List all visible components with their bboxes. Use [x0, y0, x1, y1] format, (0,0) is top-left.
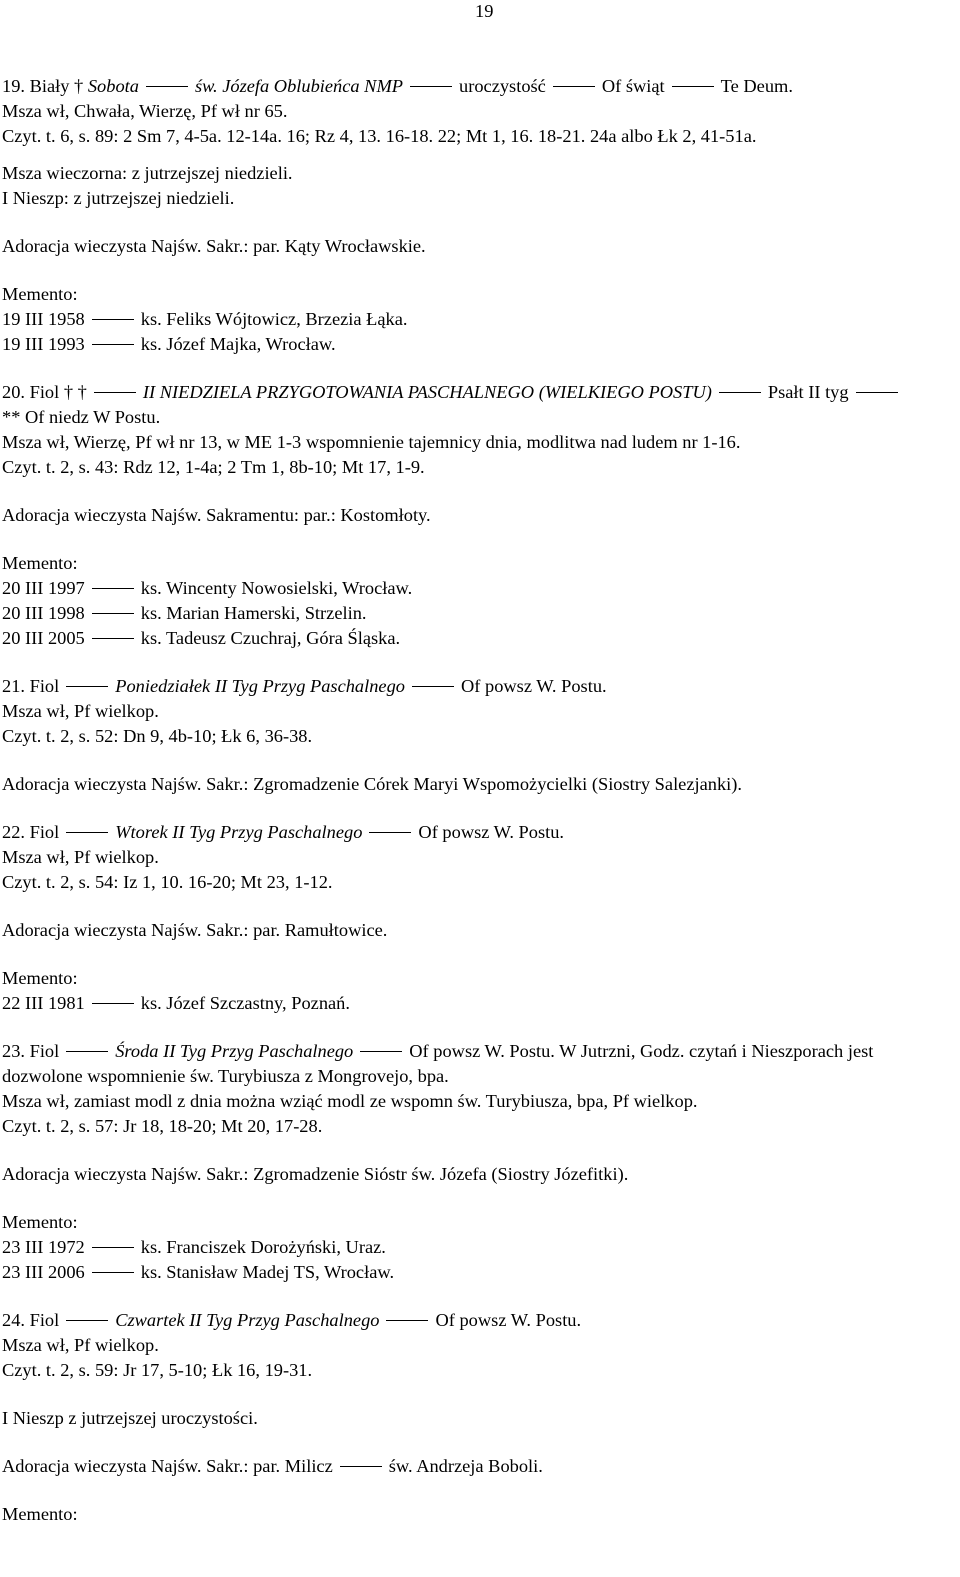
dash: [92, 613, 134, 614]
day-entry-21: [2, 674, 956, 797]
office-info: Of powsz W. Postu.: [435, 1310, 582, 1330]
dash: [146, 86, 188, 87]
dash: [92, 1003, 134, 1004]
memento-item: 19 III 1993 ks. Józef Majka, Wrocław.: [2, 334, 336, 354]
dash: [92, 344, 134, 345]
memento-item: 20 III 1998 ks. Marian Hamerski, Strzelin.: [2, 603, 367, 623]
adoration: Adoracja wieczysta Najśw. Sakr.: par. Ramułtowice.: [2, 920, 388, 940]
cross-symbol: †: [74, 76, 84, 96]
vespers: I Nieszp z jutrzejszej uroczystości.: [2, 1408, 258, 1428]
memento-item: 20 III 2005 ks. Tadeusz Czuchraj, Góra Śląska.: [2, 628, 401, 648]
memento-label: Memento:: [2, 968, 78, 988]
dash: [672, 86, 714, 87]
dash: [412, 686, 454, 687]
adoration: Adoracja wieczysta Najśw. Sakr.: Zgromadzenie Córek Maryi Wspomożycielki (Siostry Salezjanki).: [2, 774, 743, 794]
psalter-week: Psałt II tyg: [767, 382, 849, 402]
page-number: 19: [475, 1, 494, 21]
day-entry-24: [2, 1308, 956, 1527]
calendar-entries: [2, 74, 956, 1527]
feast-rank: uroczystość: [459, 76, 546, 96]
office-info: Of powsz W. Postu.: [418, 822, 565, 842]
dash: [92, 1247, 134, 1248]
memento-item: 23 III 2006 ks. Stanisław Madej TS, Wrocław.: [2, 1262, 395, 1282]
memento-label: Memento:: [2, 553, 78, 573]
day-title: Wtorek II Tyg Przyg Paschalnego: [115, 822, 363, 842]
te-deum: Te Deum.: [720, 76, 793, 96]
day-heading: 22. Fiol Wtorek II Tyg Przyg Paschalnego Of powsz W. Postu.: [2, 822, 565, 842]
adoration: Adoracja wieczysta Najśw. Sakr.: par. Kąty Wrocławskie.: [2, 236, 426, 256]
adoration: Adoracja wieczysta Najśw. Sakramentu: par.: Kostomłoty.: [2, 505, 431, 525]
dash: [410, 86, 452, 87]
readings: Czyt. t. 2, s. 54: Iz 1, 10. 16-20; Mt 23, 1-12.: [2, 872, 333, 892]
dash: [369, 832, 411, 833]
cross-symbol: † †: [63, 382, 87, 402]
day-entry-20: [2, 380, 956, 651]
mass-info: Msza wł, Pf wielkop.: [2, 847, 159, 867]
dash: [92, 638, 134, 639]
day-name: Sobota: [87, 76, 139, 96]
mass-info: Msza wł, Chwała, Wierzę, Pf wł nr 65.: [2, 101, 288, 121]
memento-item: 23 III 1972 ks. Franciszek Dorożyński, Uraz.: [2, 1237, 386, 1257]
dash: [94, 392, 136, 393]
memento-item: 22 III 1981 ks. Józef Szczastny, Poznań.: [2, 993, 350, 1013]
mass-info: Msza wł, Pf wielkop.: [2, 1335, 159, 1355]
dash: [66, 686, 108, 687]
dash: [66, 1320, 108, 1321]
office-info: ** Of niedz W Postu.: [2, 407, 161, 427]
day-title: Środa II Tyg Przyg Paschalnego: [115, 1041, 354, 1061]
readings: Czyt. t. 2, s. 52: Dn 9, 4b-10; Łk 6, 36-38.: [2, 726, 313, 746]
office-info: Of świąt: [601, 76, 665, 96]
feast-title: św. Józefa Oblubieńca NMP: [194, 76, 404, 96]
dash: [340, 1466, 382, 1467]
mass-info: Msza wł, zamiast modl z dnia można wziąć modl ze wspomn św. Turybiusza, bpa, Pf wielkop.: [2, 1091, 698, 1111]
day-heading: 23. Fiol Środa II Tyg Przyg Paschalnego Of powsz W. Postu. W Jutrzni, Godz. czytań i Nieszporach jest dozwolone wspomnienie św. Turybiusza z Mongrovejo, bpa.: [2, 1041, 874, 1086]
dash: [360, 1051, 402, 1052]
dash: [66, 832, 108, 833]
memento-label: Memento:: [2, 1212, 78, 1232]
dash: [553, 86, 595, 87]
dash: [386, 1320, 428, 1321]
day-title: Czwartek II Tyg Przyg Paschalnego: [115, 1310, 380, 1330]
dash: [856, 392, 898, 393]
day-title: Poniedziałek II Tyg Przyg Paschalnego: [115, 676, 405, 696]
office-info: Of powsz W. Postu.: [461, 676, 607, 696]
dash: [92, 588, 134, 589]
dash: [92, 319, 134, 320]
evening-mass: Msza wieczorna: z jutrzejszej niedzieli.: [2, 163, 293, 183]
day-heading: 19. Biały † Sobota św. Józefa Oblubieńca NMP uroczystość Of świąt Te Deum.: [2, 76, 793, 96]
day-entry-19: [2, 74, 956, 357]
day-entry-22: [2, 820, 956, 1016]
readings: Czyt. t. 2, s. 57: Jr 18, 18-20; Mt 20, 17-28.: [2, 1116, 323, 1136]
readings: Czyt. t. 6, s. 89: 2 Sm 7, 4-5a. 12-14a. 16; Rz 4, 13. 16-18. 22; Mt 1, 16. 18-21. 24a albo Łk 2, 41-51a.: [2, 126, 757, 146]
readings: Czyt. t. 2, s. 43: Rdz 12, 1-4a; 2 Tm 1, 8b-10; Mt 17, 1-9.: [2, 457, 425, 477]
mass-info: Msza wł, Pf wielkop.: [2, 701, 159, 721]
office-info: Of powsz W. Postu. W Jutrzni, Godz. czytań i Nieszporach jest dozwolone wspomnienie św. Turybiusza z Mongrovejo, bpa.: [2, 1041, 874, 1086]
memento-item: 19 III 1958 ks. Feliks Wójtowicz, Brzezia Łąka.: [2, 309, 408, 329]
adoration: Adoracja wieczysta Najśw. Sakr.: Zgromadzenie Sióstr św. Józefa (Siostry Józefitki).: [2, 1164, 629, 1184]
adoration: Adoracja wieczysta Najśw. Sakr.: par. Milicz św. Andrzeja Boboli.: [2, 1456, 543, 1476]
mass-info: Msza wł, Wierzę, Pf wł nr 13, w ME 1-3 wspomnienie tajemnicy dnia, modlitwa nad ludem nr 1-16.: [2, 432, 741, 452]
memento-label: Memento:: [2, 284, 78, 304]
memento-item: 20 III 1997 ks. Wincenty Nowosielski, Wrocław.: [2, 578, 413, 598]
day-heading: 20. Fiol † † II NIEDZIELA PRZYGOTOWANIA PASCHALNEGO (WIELKIEGO POSTU) Psałt II tyg: [2, 380, 956, 405]
day-entry-23: [2, 1039, 956, 1285]
day-heading: 24. Fiol Czwartek II Tyg Przyg Paschalnego Of powsz W. Postu.: [2, 1310, 582, 1330]
dash: [719, 392, 761, 393]
memento-label: Memento:: [2, 1504, 78, 1524]
day-heading: 21. Fiol Poniedziałek II Tyg Przyg Paschalnego Of powsz W. Postu.: [2, 676, 607, 696]
dash: [66, 1051, 108, 1052]
dash: [92, 1272, 134, 1273]
vespers: I Nieszp: z jutrzejszej niedzieli.: [2, 188, 235, 208]
readings: Czyt. t. 2, s. 59: Jr 17, 5-10; Łk 16, 19-31.: [2, 1360, 313, 1380]
day-title: II NIEDZIELA PRZYGOTOWANIA PASCHALNEGO (WIELKIEGO POSTU): [142, 382, 712, 402]
